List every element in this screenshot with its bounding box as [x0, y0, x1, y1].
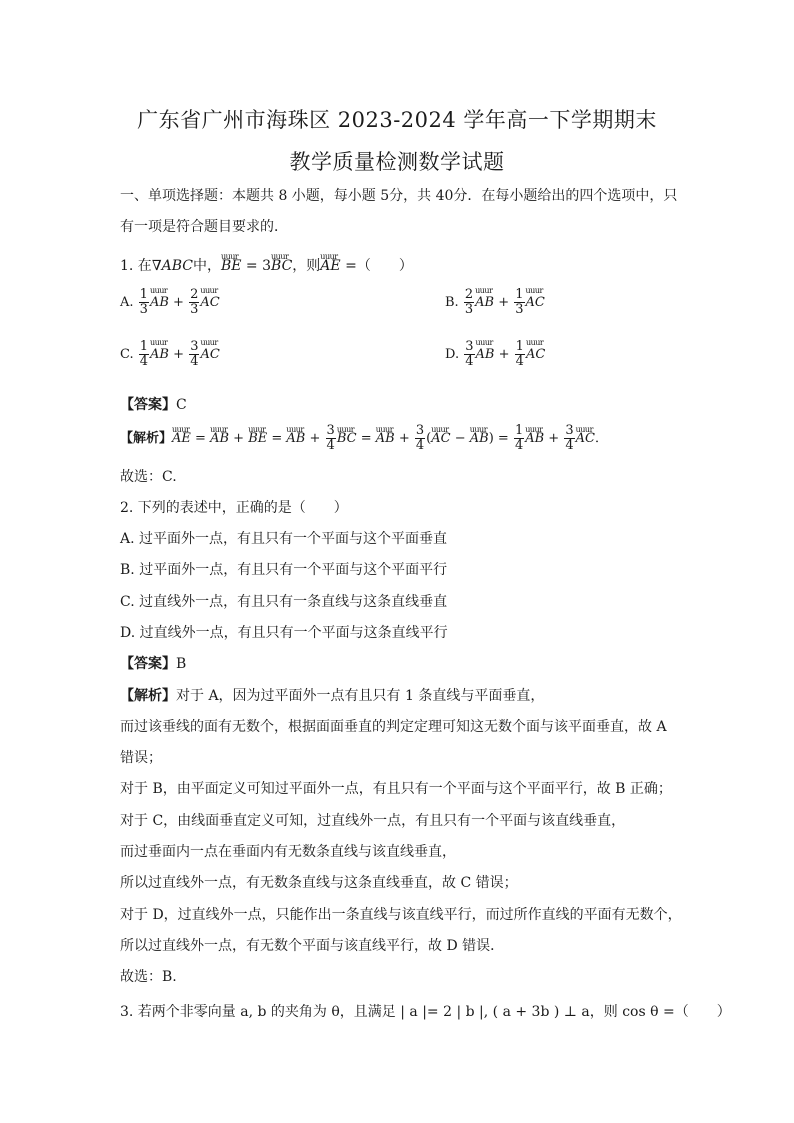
- q2-choose: 故选：B.: [120, 969, 177, 985]
- vector-ae: uuur AE: [320, 257, 340, 275]
- document-title-line1: 广东省广州市海珠区 2023-2024 学年高一下学期期末: [137, 108, 657, 132]
- q2-option-a: A. 过平面外一点，有且只有一个平面与这个平面垂直: [120, 531, 448, 547]
- q2-analysis-line: 而过垂面内一点在垂面内有无数条直线与该直线垂直，: [120, 844, 456, 860]
- q2-answer: 【答案】B: [120, 656, 187, 672]
- q2-option-c: C. 过直线外一点，有且只有一条直线与这条直线垂直: [120, 594, 448, 610]
- q2-analysis-line: 所以过直线外一点，有无数条直线与这条直线垂直，故 C 错误；: [120, 875, 518, 891]
- q2-analysis-line: 对于 C，由线面垂直定义可知，过直线外一点，有且只有一个平面与该直线垂直，: [120, 813, 626, 829]
- section-intro-line1: 一、单项选择题：本题共 8 小题，每小题 5分，共 40分．在每小题给出的四个选项中，只: [120, 188, 678, 204]
- q2-analysis-line: 对于 B，由平面定义可知过平面外一点，有且只有一个平面与这个平面平行，故 B 正确；: [120, 781, 672, 797]
- q3-stem: 3. 若两个非零向量 a, b 的夹角为 θ，且满足 | a |= 2 | b |, ( a + 3b ) ⊥ a，则 cos θ =（ ）: [120, 1004, 731, 1020]
- section-intro-line2: 有一项是符合题目要求的．: [120, 219, 288, 235]
- q2-analysis-line: 对于 D，过直线外一点，只能作出一条直线与该直线平行，而过所作直线的平面有无数个，: [120, 907, 682, 923]
- q1-option-c: C. $\frac{1}{4}$ uuur AB + $\frac{3}{4}$ uuur AC: [120, 340, 220, 369]
- q1-stem: 1. 在∇ABC中，uuur BE = 3uuur BC，则uuur AE =（ ）: [120, 257, 413, 275]
- q2-stem: 2. 下列的表述中，正确的是（ ）: [120, 500, 348, 516]
- q1-option-d: D. $\frac{3}{4}$ uuur AB + $\frac{1}{4}$ uuur AC: [445, 340, 545, 369]
- vector-be: uuur BE: [221, 257, 242, 275]
- q2-option-b: B. 过平面外一点，有且只有一个平面与这个平面平行: [120, 562, 448, 578]
- document-title-line2: 教学质量检测数学试题: [289, 150, 505, 174]
- q2-option-d: D. 过直线外一点，有且只有一个平面与这条直线平行: [120, 625, 448, 641]
- q1-analysis: 【解析】uuur AE = uuur AB + uuur BE = uuur AB + $\frac{3}{4}$ uuur BC = uuur AB + $\frac{3}{4}$ (uuur AC − uuur AB) = $\frac{1}{4}$ uuur AB + $\frac{3}{4}$ uuur AC．: [120, 424, 608, 453]
- q2-analysis-first: 【解析】对于 A，因为过平面外一点有且只有 1 条直线与平面垂直，: [120, 688, 545, 704]
- q2-analysis-line: 所以过直线外一点，有无数个平面与该直线平行，故 D 错误．: [120, 938, 505, 954]
- q2-analysis-line: 而过该垂线的面有无数个，根据面面垂直的判定定理可知这无数个面与该平面垂直，故 A: [120, 719, 667, 735]
- vector-bc: uuur BC: [271, 257, 292, 275]
- q2-analysis-line: 错误；: [120, 750, 162, 766]
- q1-answer: 【答案】C: [120, 397, 187, 413]
- q1-choose: 故选：C.: [120, 469, 177, 485]
- q1-option-a: A. $\frac{1}{3}$ uuur AB + $\frac{2}{3}$ uuur AC: [120, 288, 220, 317]
- q1-option-b: B. $\frac{2}{3}$ uuur AB + $\frac{1}{3}$ uuur AC: [445, 288, 545, 317]
